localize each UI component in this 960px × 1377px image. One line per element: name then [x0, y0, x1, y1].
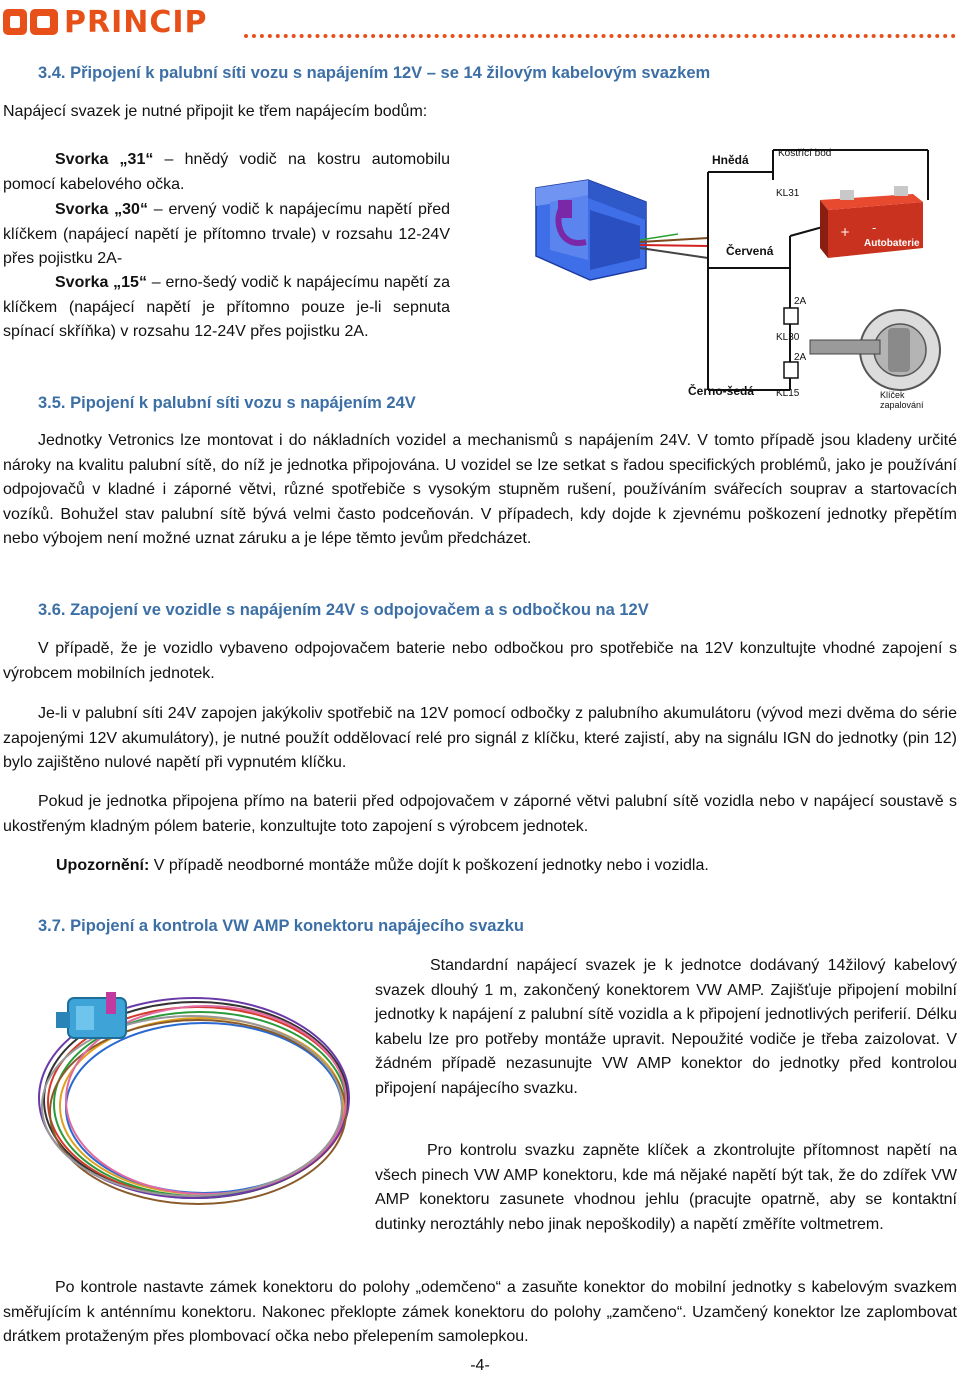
label-fuse-2: 2A: [794, 352, 807, 363]
svg-text:+: +: [840, 225, 851, 239]
section-3-6-paragraph-1: V případě, že je vozidlo vybaveno odpojovačem baterie nebo odbočkou pro spotřebiče na 12V konzultujte vhodné zapojení s výrobcem mobilních jednotek.: [3, 640, 957, 682]
terminal-30-label: Svorka „30“: [55, 201, 148, 218]
label-fuse-1: 2A: [794, 296, 807, 307]
brand-name: PRINCIP: [64, 4, 208, 40]
label-key-1: Klíček: [880, 390, 905, 400]
section-heading-3-4: 3.4. Připojení k palubní síti vozu s napájením 12V – se 14 žilovým kabelovým svazkem: [38, 64, 711, 82]
section-heading-3-6: 3.6. Zapojení ve vozidle s napájením 24V s odpojovačem a s odbočkou na 12V: [38, 601, 649, 619]
section-3-7-paragraph-3: Po kontrole nastavte zámek konektoru do polohy „odemčeno“ a zasuňte konektor do mobilní jednotky s kabelovým svazkem směřujícím k anténnímu konektoru. Nakonec překlopte zámek konektoru do polohy „zamčeno“. Uzamčený konektor lze zaplombovat drátkem protaženým přes plombovací očka nebo přelepením samolepkou.: [3, 1279, 957, 1345]
fuse-icon: [784, 362, 798, 378]
section-3-6-paragraph-3: Pokud je jednotka připojena přímo na baterii před odpojovačem v záporné větvi palubní sítě vozidla nebo v napájecí soustavě s ukostřeným kladným pólem baterie, konzultujte toto zapojení s výrobcem jednotek.: [3, 793, 957, 835]
label-brown: Hnědá: [712, 153, 749, 167]
terminal-31-text: Svorka „31“ – hnědý vodič na kostru automobilu pomocí kabelového očka.: [3, 151, 451, 193]
ignition-key-icon: [810, 310, 940, 390]
intro-text: Napájecí svazek je nutné připojit ke třem napájecím bodům:: [3, 103, 428, 120]
terminal-30-text: Svorka „30“ – ervený vodič k napájecímu napětí před klíčkem (napájecí napětí je přítomno trvale) v rozsahu 12-24V přes pojistku 2A-: [3, 201, 451, 267]
label-red: Červená: [726, 244, 774, 258]
label-key-2: zapalování: [880, 400, 924, 410]
terminal-15-text: Svorka „15“ – erno-šedý vodič k napájecímu napětí za klíčkem (napájecí napětí je přítomno pouze je-li sepnuta spínací skříňka) v rozsahu 12-24V přes pojistku 2A.: [3, 274, 451, 340]
page-number: -4-: [470, 1357, 490, 1374]
svg-text:-: -: [872, 221, 877, 235]
section-3-5-paragraph: Jednotky Vetronics lze montovat i do nákladních vozidel a mechanismů s napájením 24V. V tomto případě jsou kladeny určité nároky na kvalitu palubní sítě, do níž je jednotka připojována. U vozidel se lze setkat s řadou specifických problémů, jako je používání odpojovačů v kladné i záporné větvi, různé spotřebiče s vysokým stupněm rušení, používáním svářecích souprav a startovacích vozíků. Bohužel stav palubní sítě bývá velmi často podceňován. V případech, kdy dojde k zjevnému poškození jednotky přepětím nebo výbojem není možné uznat záruku a je lépe těmto jevům předcházet.: [3, 432, 957, 547]
vw-amp-connector-icon: [56, 992, 126, 1038]
label-black-grey: Černo-šedá: [688, 384, 755, 398]
warning-note: Upozornění: V případě neodborné montáže může dojít k poškození jednotky nebo i vozidla.: [56, 857, 709, 874]
section-3-7-paragraph-2: Pro kontrolu svazku zapněte klíček a zkontrolujte přítomnost napětí na všech pinech VW AMP konektoru, kde má nějaké napětí být tak, že do zdířek VW AMP konektoru zasunete vhodnou jehlu (pracujte opatrně, aby se kontaktní dutinky neroztáhly nebo jinak nepoškodily) a napětí změříte voltmetrem.: [375, 1142, 957, 1233]
terminal-15-label: Svorka „15“: [55, 274, 147, 291]
section-3-7-paragraph-1: Standardní napájecí svazek je k jednotce dodávaný 14žilový kabelový svazek dlouhý 1 m, zakončený konektorem VW AMP. Zajišťuje připojení mobilní jednotky k napájení z palubní sítě vozidla a k připojení jednotlivých periferií. Délku kabelu lze pro potřeby montáže upravit. Nepoužité vodiče je třeba zaizolovat. V žádném případě nezasunujte VW AMP konektor do jednotky před kontrolou připojení napájecího svazku.: [375, 957, 957, 1097]
warning-label: Upozornění:: [56, 857, 150, 874]
header-dotted-rule: [244, 34, 956, 38]
cable-harness-image: [20, 962, 365, 1227]
vw-connector-icon: [536, 180, 646, 280]
label-kl15: KL15: [776, 388, 800, 399]
label-ground-point: Kostřící bod: [778, 148, 832, 159]
fuse-icon: [784, 308, 798, 324]
section-3-6-paragraph-2: Je-li v palubní síti 24V zapojen jakýkoliv spotřebič na 12V pomocí odbočky z palubního akumulátoru (vývod mezi dvěma do série zapojenými 12V akumulátory), je nutné použít oddělovací relé pro signál z klíčku, které zajistí, aby na signálu IGN do jednotky (pin 12) bylo zajištěno nulové napětí při vypnutém klíčku.: [3, 705, 957, 771]
brand-logo: [2, 4, 208, 40]
wiring-diagram: [528, 140, 943, 415]
label-kl30: KL30: [776, 332, 800, 343]
section-heading-3-5: 3.5. Pipojení k palubní síti vozu s napájením 24V: [38, 394, 416, 412]
princip-logo-icon: [2, 6, 60, 38]
section-heading-3-7: 3.7. Pipojení a kontrola VW AMP konektoru napájecího svazku: [38, 917, 524, 935]
label-kl31: KL31: [776, 188, 800, 199]
label-battery-brand: Autobaterie: [864, 238, 920, 249]
terminal-31-label: Svorka „31“: [55, 151, 154, 168]
